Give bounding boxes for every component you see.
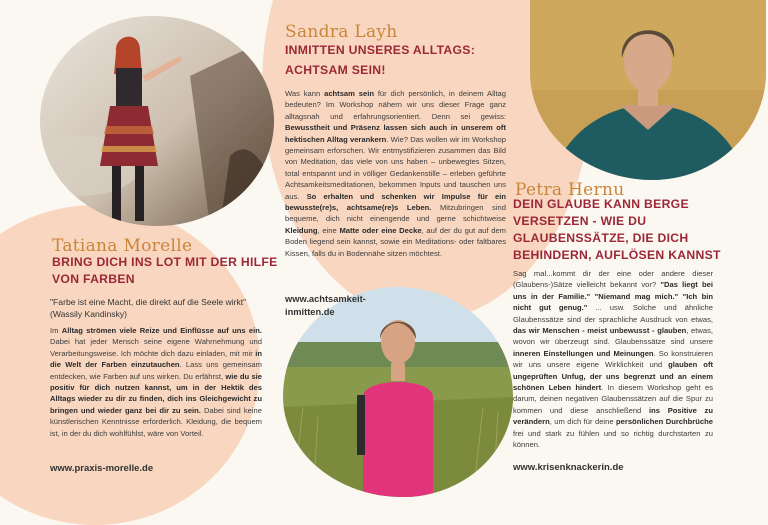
tatiana-text-segment: . Lass uns gemeinsam entdecken, wie Farben auf uns wirken. Du erfährst, <box>50 360 262 381</box>
petra-title-line-2: VERSETZEN - WIE DU <box>513 214 647 228</box>
sandra-name: Sandra Layh <box>285 22 398 42</box>
tatiana-text-segment: wie du sie positiv für dich nutzen kannst, um in der Hektik des Alltags wieder zu dir zu finden, dich ins Gleichgewicht zu bringen und wieder ganz bei dir zu sein. <box>50 371 262 415</box>
petra-text-segment: glauben oft ungeprüften Unfug, der uns begrenzt und an einem schönen Leben hindert <box>513 360 714 393</box>
tatiana-text-segment: Dabei hat jeder Mensch seine eigene Wahrnehmung und Verarbeitungsweise. Ich möchte dich dazu einladen, mit mir <box>50 337 262 358</box>
petra-name: Petra Hernu <box>515 180 625 200</box>
petra-text-segment: inneren Einstellungen und Meinungen <box>513 348 654 358</box>
tatiana-text-segment: Dabei sind keine künstlerischen Kenntnisse erforderlich. Kleidung, die bequem ist, in der du dich wohlfühlst, wäre von Vorteil. <box>50 405 262 438</box>
tatiana-text-segment: Im <box>50 326 62 335</box>
sandra-text-segment: Matte oder eine Decke <box>339 225 422 235</box>
sandra-text-segment: . Wie? Das wollen wir im Workshop gemeinsam erforschen. Wir entmystifizieren zusammen das Bild von Meditation, das viele von uns haben – unbewegtes Sitzen, total entspannt und in völliger Gedankenstille – erleben geführte Achtsamkeitsmeditationen, bekommen Inputs und tauschen uns aus. <box>285 134 506 201</box>
petra-text-segment: das wir Menschen - meist unbewusst - glauben <box>513 326 687 336</box>
petra-title-line-3: GLAUBENSSÄTZE, DIE DICH <box>513 231 689 245</box>
sandra-text-segment: Was kann <box>285 89 325 98</box>
petra-text-segment: . In diesem Workshop geht es darum, deinen negativen Glaubenssätzen auf die Spur zu kommen und diese anschließend <box>513 383 713 415</box>
sandra-website-link[interactable]: www.achtsamkeit-inmitten.de <box>285 294 366 317</box>
sandra-description <box>285 88 506 259</box>
petra-website-link[interactable]: www.krisenknackerin.de <box>513 462 624 473</box>
tatiana-website-link[interactable]: www.praxis-morelle.de <box>50 463 154 474</box>
sandra-text-segment: , eine <box>317 225 340 235</box>
petra-text-segment: persönlichen Durchbrüche <box>616 417 713 427</box>
sandra-text-segment: Kleidung <box>285 225 318 235</box>
tatiana-text-segment: Alltag strömen viele Reize und Einflüsse auf uns ein. <box>61 326 263 335</box>
petra-text-segment: , um dich für deine <box>549 417 617 427</box>
petra-text-segment: . So konstruieren wir uns unsere eigene Wirklichkeit und <box>513 348 713 370</box>
petra-title-line-1: DEIN GLAUBE KANN BERGE <box>513 197 689 211</box>
tatiana-name: Tatiana Morelle <box>52 236 193 256</box>
tatiana-photo <box>40 16 274 226</box>
sandra-title-line-1: INMITTEN UNSERES ALLTAGS: <box>285 43 476 57</box>
tatiana-title <box>52 254 278 288</box>
petra-text-segment: frei und stark zu fühlen und so richtig durchstarten zu können. <box>513 428 713 450</box>
tatiana-title-line-2: VON FARBEN <box>52 272 135 286</box>
sandra-text-segment: Bewusstheit und Präsenz lassen sich auch in unserem oft hektischen Alltag verankern <box>285 123 506 144</box>
sandra-text-segment: So erhalten und schenken wir Impulse für ein bewusste(re)s, achtsame(re)s Leben. <box>285 191 506 213</box>
sandra-text-segment: , auf der du gut auf dem Boden liegend sein kannst, sowie ein Meditations- oder faltbares Kissen, falls du in Bodennähe sitzen möchtest. <box>285 225 507 258</box>
tatiana-title-line-1: BRING DICH INS LOT MIT DER HILFE <box>52 255 278 269</box>
petra-text-segment: ins Positive zu verändern <box>513 405 713 427</box>
petra-title-line-4: BEHINDERN, AUFLÖSEN KANNST <box>513 248 721 262</box>
sandra-title <box>285 42 475 79</box>
petra-text-segment: , etwas, wovon wir überzeugt sind. Glaubenssätze sind unsere <box>513 326 714 347</box>
petra-text-segment: "Das liegt bei uns in der Familie." "Niemand mag mich." "Ich bin nicht gut genug." <box>513 280 713 313</box>
tatiana-text-segment: in die Welt der Farben einzutauchen <box>50 348 262 370</box>
sandra-text-segment: achtsam sein <box>324 89 374 98</box>
petra-description <box>513 268 713 451</box>
petra-title <box>513 196 721 264</box>
tatiana-description <box>50 325 262 439</box>
petra-text-segment: Sag mal...kommt dir der eine oder andere dieser (Glaubens-)Sätze vielleicht bekannt vor? <box>513 269 713 290</box>
sandra-text-segment: Mitzubringen sind bequeme, dich nicht einengende und gerne schichtweise <box>285 203 506 224</box>
sandra-text-segment: für dich persönlich, in deinem Alltag bedeuten? Im Workshop nähern wir uns dieser Frage ganz alltagsnah und erfahrungsorientiert. Denn sei gewiss: <box>285 89 507 121</box>
tatiana-quote: "Farbe ist eine Macht, die direkt auf die Seele wirkt" (Wassily Kandinsky) <box>50 297 247 319</box>
petra-text-segment: ... usw. Solche und ähnliche Glaubenssätze sind der sprachliche Ausdruck von etwas, <box>513 303 714 324</box>
sandra-title-line-2: ACHTSAM SEIN! <box>285 63 386 77</box>
